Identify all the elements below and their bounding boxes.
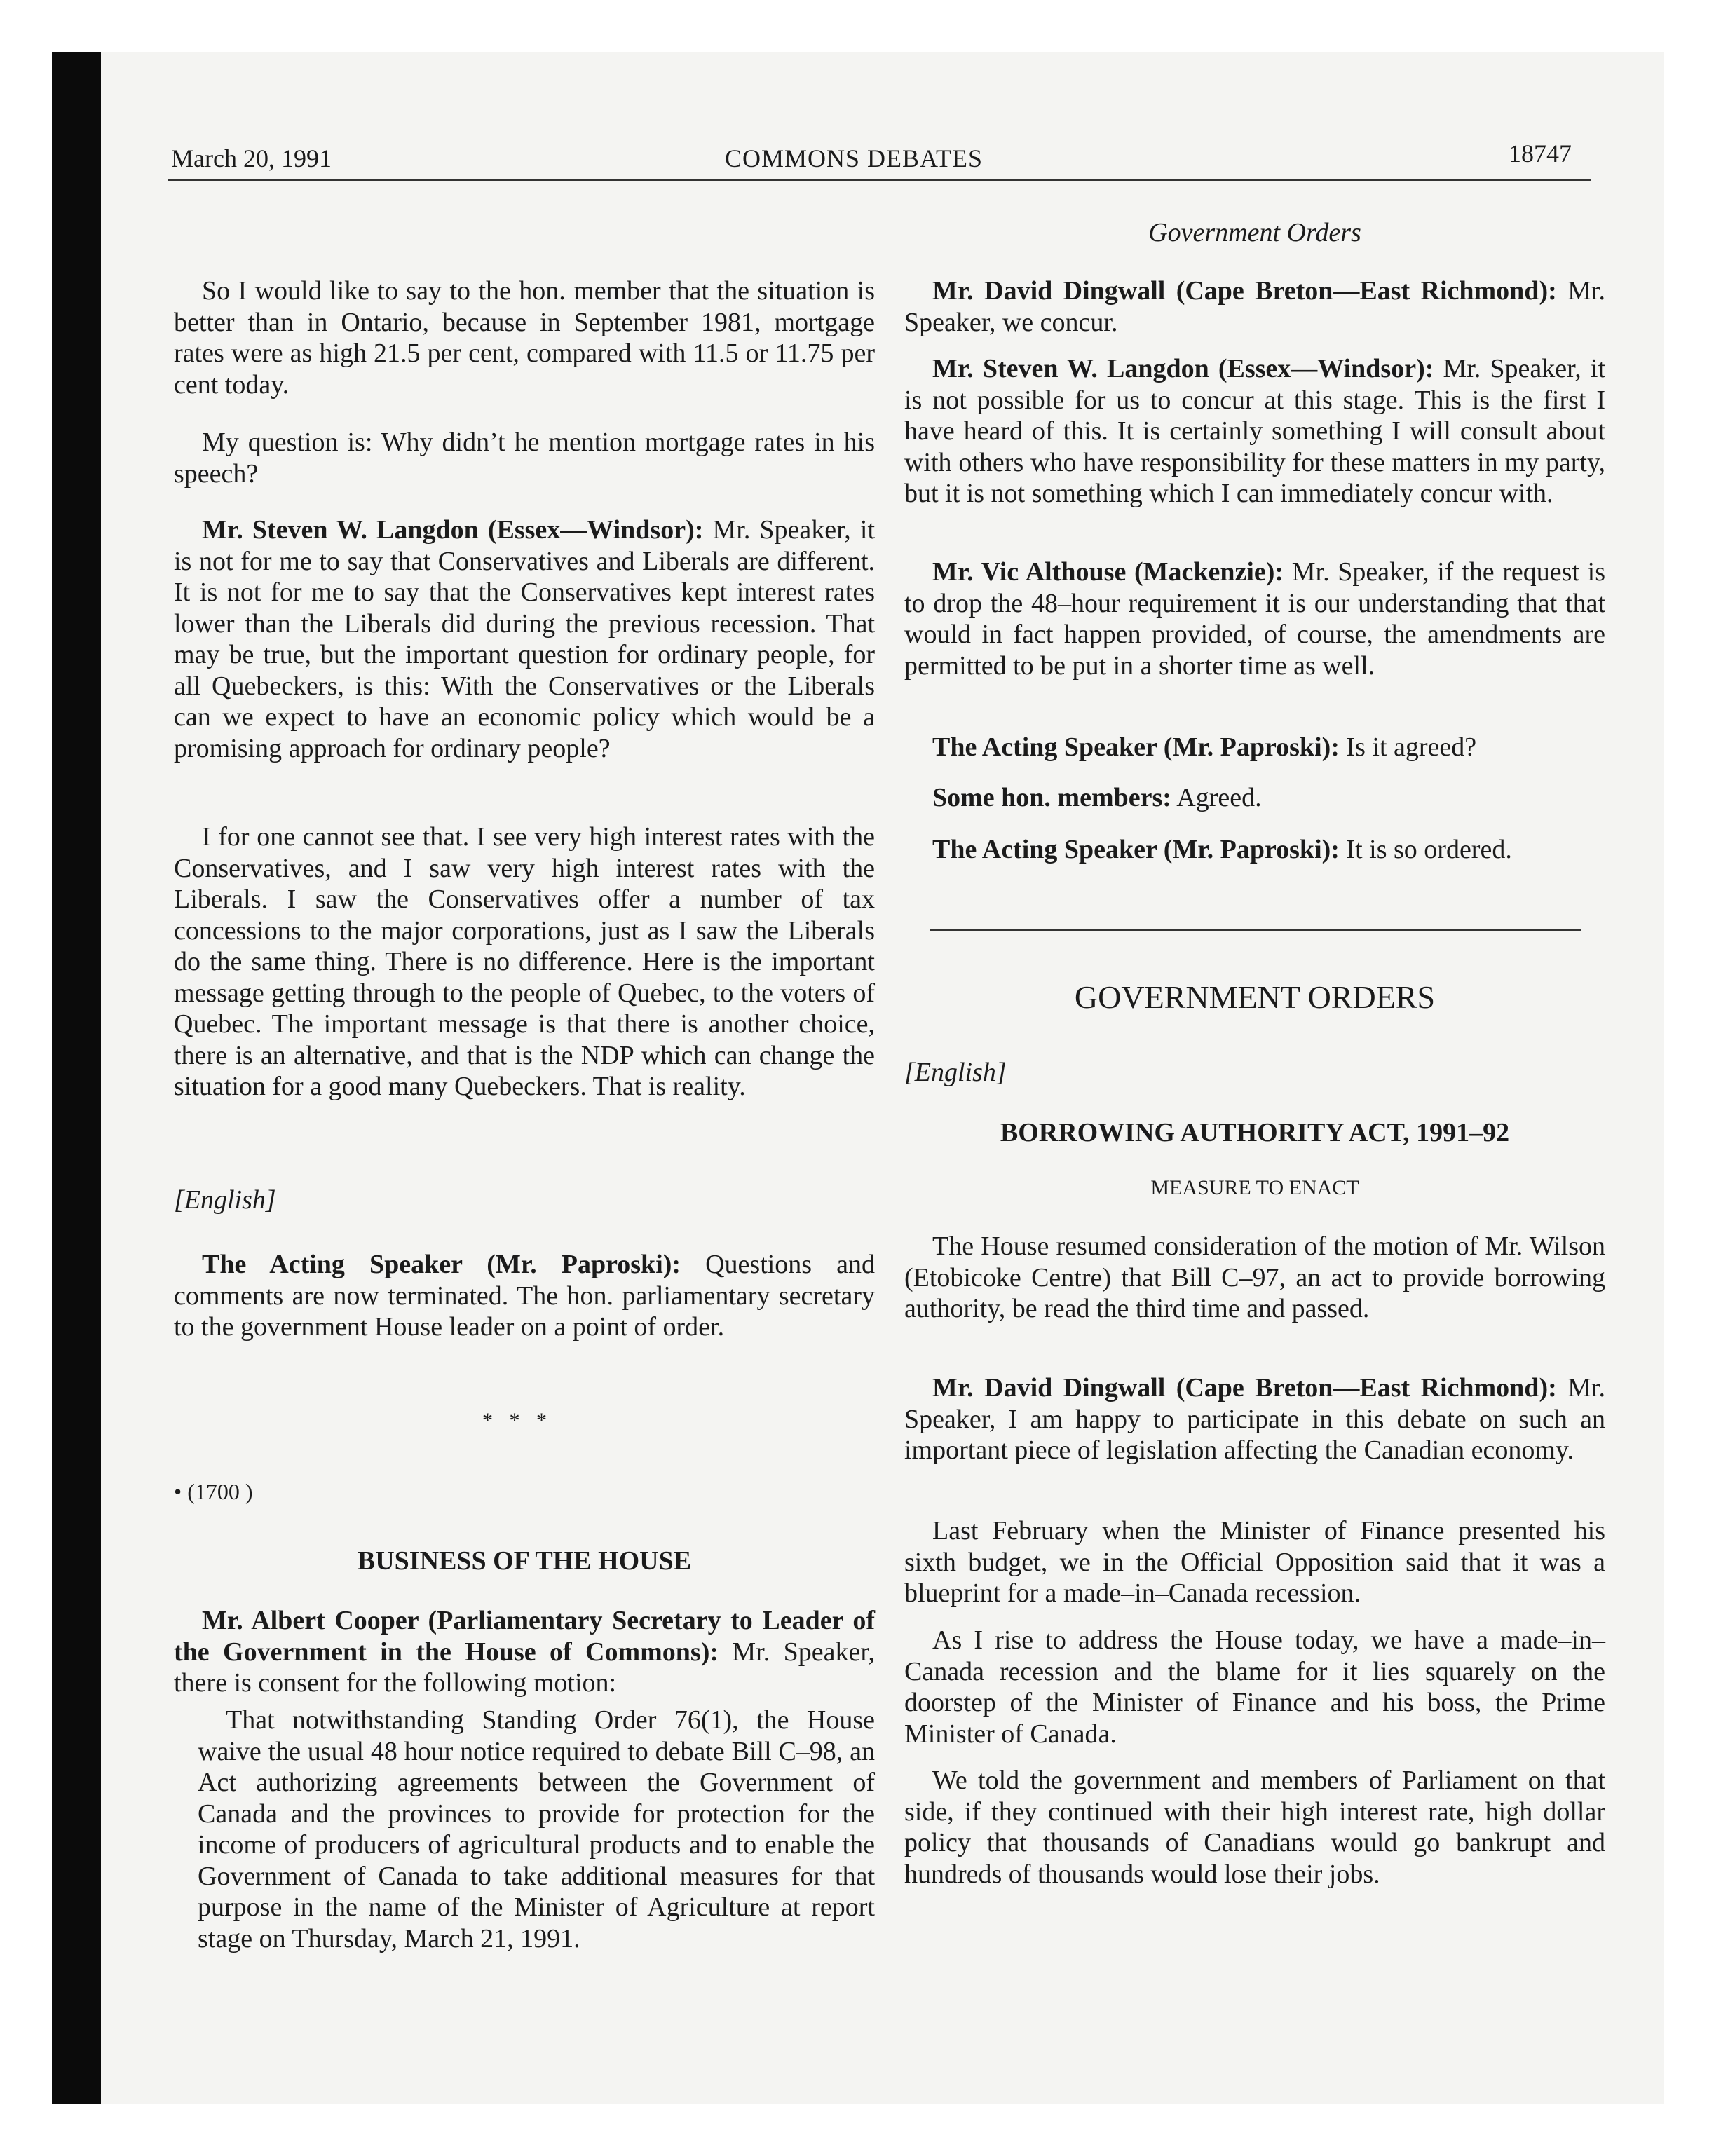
speaker-name: The Acting Speaker (Mr. Paproski): [202, 1250, 681, 1279]
section-separator: * * * [482, 1409, 552, 1432]
speaker-name: Some hon. members: [932, 783, 1171, 812]
paragraph: We told the government and members of Parliament on that side, if they continued with their high interest rate, high dollar policy that thousands of Canadians would go bankrupt and hundreds of thousands would lose their jobs. [904, 1766, 1605, 1889]
speaker-name: Mr. Albert Cooper (Parliamentary Secretary to Leader of the Government in the House of Commons): [174, 1606, 875, 1667]
paragraph: Last February when the Minister of Finance presented his sixth budget, we in the Official Opposition said that it was a blueprint for a made–in–Canada recession. [904, 1516, 1605, 1608]
speech-paragraph [904, 782, 1605, 814]
speaker-name: The Acting Speaker (Mr. Paproski): [932, 732, 1340, 762]
speaker-name: Mr. David Dingwall (Cape Breton—East Richmond): [932, 276, 1557, 306]
binding-edge [52, 52, 101, 2104]
speech-text: Mr. Speaker, if the request is to drop the 48–hour requirement it is our understanding that that would in fact happen provided, of course, the amendments are permitted to be put in a shorter time as well. [904, 557, 1605, 681]
speaker-name: The Acting Speaker (Mr. Paproski): [932, 835, 1340, 864]
speech-text: Mr. Speaker, it is not for me to say that Conservatives and Liberals are different. It is not for me to say that the Conservatives kept interest rates lower than the Liberals did during the previous recession. That may be true, but the important question for ordinary people, for all Quebeckers, is this: With the Conservatives or the Liberals can we expect to have an economic policy which would be a promising approach for ordinary people? [174, 515, 875, 763]
language-note: [English] [174, 1185, 276, 1215]
speech-text: Is it agreed? [1339, 732, 1477, 762]
speech-paragraph [904, 1372, 1605, 1466]
language-note: [English] [904, 1058, 1007, 1087]
section-heading: BUSINESS OF THE HOUSE [357, 1546, 692, 1576]
section-rule [930, 929, 1581, 931]
major-heading: GOVERNMENT ORDERS [1074, 979, 1436, 1015]
speech-text: Questions and comments are now terminated. The hon. parliamentary secretary to the government House leader on a point of order. [174, 1250, 875, 1342]
time-marker: • (1700 ) [174, 1479, 253, 1504]
speaker-name: Mr. Vic Althouse (Mackenzie): [932, 557, 1284, 587]
paragraph: I for one cannot see that. I see very high interest rates with the Conservatives, and I saw very high interest rates with the Liberals. I saw the Conservatives offer a number of tax concessions to the major corporations, just as I saw the Liberals do the same thing. There is no difference. Here is the important message getting through to the people of Quebec, to the voters of Quebec. The important message is that there is another choice, there is an alternative, and that is the NDP which can change the situation for a good many Quebeckers. That is reality. [174, 822, 875, 1101]
paragraph: The House resumed consideration of the motion of Mr. Wilson (Etobicoke Centre) that Bill C–97, an act to provide borrowing authority, be read the third time and passed. [904, 1231, 1605, 1323]
speech-paragraph [174, 514, 875, 764]
paragraph: My question is: Why didn’t he mention mortgage rates in his speech? [174, 428, 875, 489]
header-page-number: 18747 [1509, 139, 1572, 168]
speech-paragraph [174, 1605, 875, 1699]
speech-text: It is so ordered. [1339, 835, 1512, 864]
section-label: Government Orders [1148, 218, 1361, 247]
header-rule [168, 179, 1591, 181]
speech-text: Mr. Speaker, we concur. [904, 276, 1605, 337]
speech-paragraph [904, 732, 1605, 763]
speaker-name: Mr. Steven W. Langdon (Essex—Windsor): [202, 515, 704, 545]
speech-paragraph [904, 557, 1605, 681]
speech-text: Mr. Speaker, there is consent for the following motion: [174, 1637, 875, 1698]
speaker-name: Mr. Steven W. Langdon (Essex—Windsor): [932, 354, 1434, 383]
header-date: March 20, 1991 [171, 144, 332, 172]
sub-heading: MEASURE TO ENACT [1150, 1176, 1359, 1199]
header-publication: COMMONS DEBATES [725, 144, 984, 172]
speech-paragraph [904, 834, 1605, 866]
speech-text: Mr. Speaker, I am happy to participate in this debate on such an important piece of legislation affecting the Canadian economy. [904, 1373, 1605, 1465]
speech-text: Agreed. [1171, 783, 1262, 812]
act-heading: BORROWING AUTHORITY ACT, 1991–92 [1000, 1118, 1510, 1147]
speech-text: Mr. Speaker, it is not possible for us to concur at this stage. This is the first I have heard of this. It is certainly something I will consult about with others who have responsibility for these matters in my party, but it is not something which I can immediately concur with. [904, 354, 1605, 508]
speaker-name: Mr. David Dingwall (Cape Breton—East Richmond): [932, 1373, 1557, 1403]
motion-text: That notwithstanding Standing Order 76(1), the House waive the usual 48 hour notice required to debate Bill C–98, an Act authorizing agreements between the Government of Canada and the provinces to provide for protection for the income of producers of agricultural products and to enable the Government of Canada to take additional measures for that purpose in the name of the Minister of Agriculture at report stage on Thursday, March 21, 1991. [198, 1705, 875, 1953]
speech-paragraph [174, 1249, 875, 1343]
paragraph: As I rise to address the House today, we have a made–in–Canada recession and the blame for it lies squarely on the doorstep of the Minister of Finance and his boss, the Prime Minister of Canada. [904, 1625, 1605, 1749]
speech-paragraph [904, 275, 1605, 338]
paragraph: So I would like to say to the hon. member that the situation is better than in Ontario, because in September 1981, mortgage rates were as high 21.5 per cent, compared with 11.5 or 11.75 per cent today. [174, 276, 875, 400]
speech-paragraph [904, 353, 1605, 510]
